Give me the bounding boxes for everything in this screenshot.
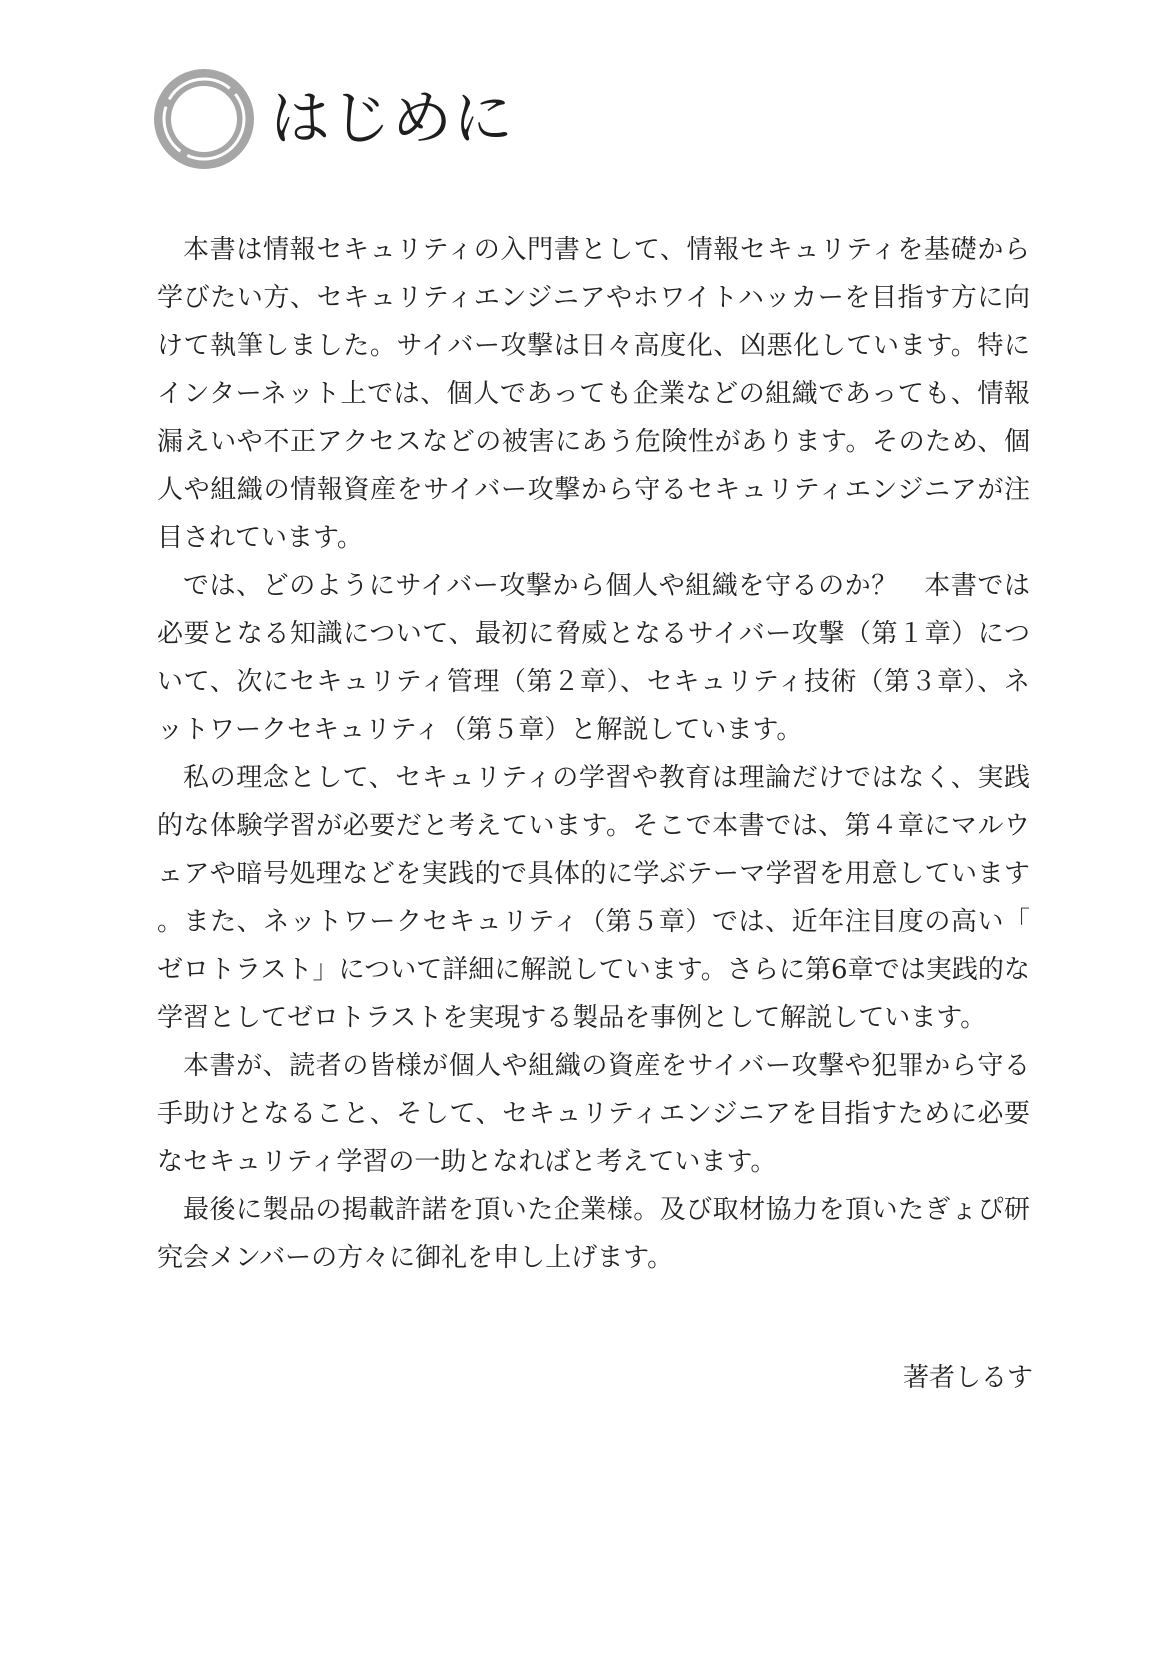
body-text [157, 226, 1030, 1282]
paragraph: 本書が、読者の皆様が個人や組織の資産をサイバー攻撃や犯罪から守る手助けとなること、そして、セキュリティエンジニアを目指すために必要なセキュリティ学習の一助となればと考えています。 [157, 1051, 1030, 1177]
author-signature: 著者しるす [902, 1363, 1033, 1393]
paragraph: 最後に製品の掲載許諾を頂いた企業様。及び取材協力を頂いたぎょぴ研究会メンバーの方々に御礼を申し上げます。 [157, 1195, 1030, 1273]
page-title: はじめに [270, 84, 514, 154]
paragraph: 本書は情報セキュリティの入門書として、情報セキュリティを基礎から学びたい方、セキュリティエンジニアやホワイトハッカーを目指す方に向けて執筆しました。サイバー攻撃は日々高度化、凶悪化しています。特にインターネット上では、個人であっても企業などの組織であっても、情報漏えいや不正アクセスなどの被害にあう危険性があります。そのため、個人や組織の情報資産をサイバー攻撃から守るセキュリティエンジニアが注目されています。 [157, 235, 1030, 553]
paragraph: では、どのようにサイバー攻撃から個人や組織を守るのか？ 本書では必要となる知識について、最初に脅威となるサイバー攻撃（第１章）について、次にセキュリティ管理（第２章）、セキュリティ技術（第３章）、ネットワークセキュリティ（第５章）と解説しています。 [157, 571, 1030, 745]
paragraph: 私の理念として、セキュリティの学習や教育は理論だけではなく、実践的な体験学習が必要だと考えています。そこで本書では、第４章にマルウェアや暗号処理などを実践的で具体的に学ぶテーマ学習を用意しています。また、ネットワークセキュリティ（第５章）では、近年注目度の高い「ゼロトラスト」について詳細に解説しています。さらに第6章では実践的な学習としてゼロトラストを実現する製品を事例として解説しています。 [157, 763, 1030, 1033]
page-header [152, 64, 514, 174]
decorative-ring-icon [152, 67, 256, 171]
